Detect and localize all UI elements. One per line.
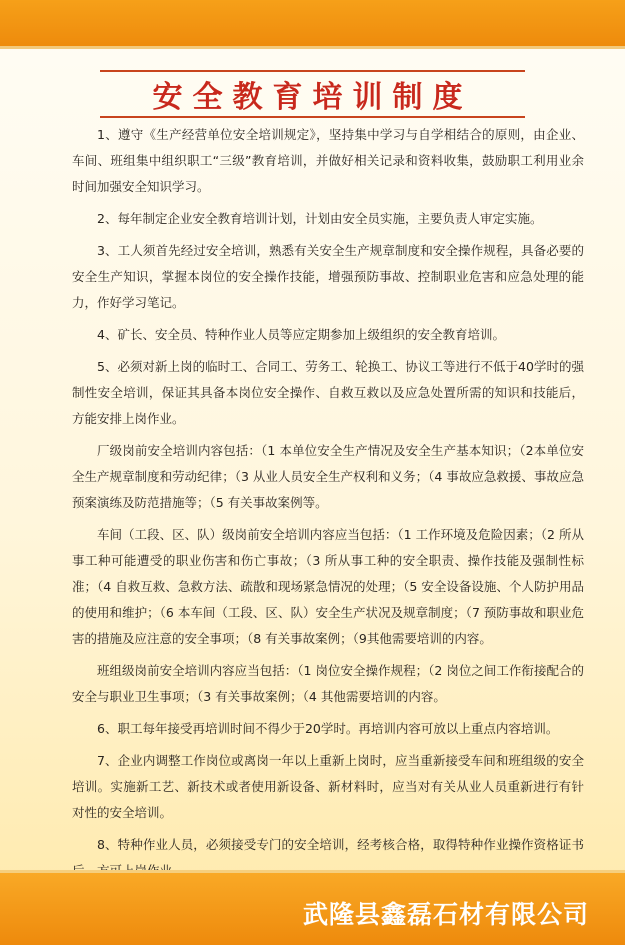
regulation-item: 2、每年制定企业安全教育培训计划，计划由安全员实施，主要负责人审定实施。 (97, 211, 543, 226)
page-title: 安全教育培训制度 (152, 80, 473, 115)
regulation-item: 3、工人须首先经过安全培训，熟悉有关安全生产规章制度和安全操作规程，具备必要的安全生产知识，掌握本岗位的安全操作技能，增强预防事故、控制职业危害和应急处理的能力，作好学习笔记。 (72, 243, 584, 310)
regulation-item: 7、企业内调整工作岗位或离岗一年以上重新上岗时，应当重新接受车间和班组级的安全培训。实施新工艺、新技术或者使用新设备、新材料时，应当对有关从业人员重新进行有针对性的安全培训。 (72, 753, 584, 820)
regulation-item: 6、职工每年接受再培训时间不得少于20学时。再培训内容可放以上重点内容培训。 (97, 721, 559, 736)
regulation-body (72, 122, 584, 922)
regulation-item: 5、必须对新上岗的临时工、合同工、劳务工、轮换工、协议工等进行不低于40学时的强制性安全培训，保证其具备本岗位安全操作、自救互救以及应急处置所需的知识和技能后，方能安排上岗作业。 (72, 359, 584, 426)
top-orange-band (0, 0, 625, 49)
regulation-item: 厂级岗前安全培训内容包括：（1 本单位安全生产情况及安全生产基本知识；（2本单位安全生产规章制度和劳动纪律；（3 从业人员安全生产权利和义务；（4 事故应急救援、事故应急预案演练及防范措施等；（5 有关事故案例等。 (72, 443, 584, 510)
company-name: 武隆县鑫磊石材有限公司 (302, 900, 589, 929)
regulation-item: 8、特种作业人员，必须接受专门的安全培训，经考核合格，取得特种作业操作资格证书 (97, 837, 584, 852)
regulation-item: 班组级岗前安全培训内容应当包括：（1 岗位安全操作规程；（2 岗位之间工作衔接配合的安全与职业卫生事项；（3 有关事故案例；（4 其他需要培训的内容。 (72, 663, 584, 704)
regulation-item: 车间（工段、区、队）级岗前安全培训内容应当包括：（1 工作环境及危险因素；（2 所从事工种可能遭受的职业伤害和伤亡事故；（3 所从事工种的安全职责、操作技能及强制性标准；（4 自救互救、急救方法、疏散和现场紧急情况的处理；（5 安全设备设施、个人防护用品的使用和维护；（6 本车间（工段、区、队）安全生产状况及规章制度；（7 预防事故和职业危害的措施及应注意的安全事项；（8 有关事故案例；（9其他需要培训的内容。 (72, 527, 584, 646)
regulation-item: 4、矿长、安全员、特种作业人员等应定期参加上级组织的安全教育培训。 (97, 327, 505, 342)
bottom-orange-band (0, 870, 625, 945)
title-frame (100, 70, 525, 118)
regulation-item: 1、遵守《生产经营单位安全培训规定》，坚持集中学习与自学相结合的原则，由企业、车间、班组集中组织职工“三级”教育培训，并做好相关记录和资料收集，鼓励职工利用业余时间加强安全知识学习。 (72, 127, 584, 194)
